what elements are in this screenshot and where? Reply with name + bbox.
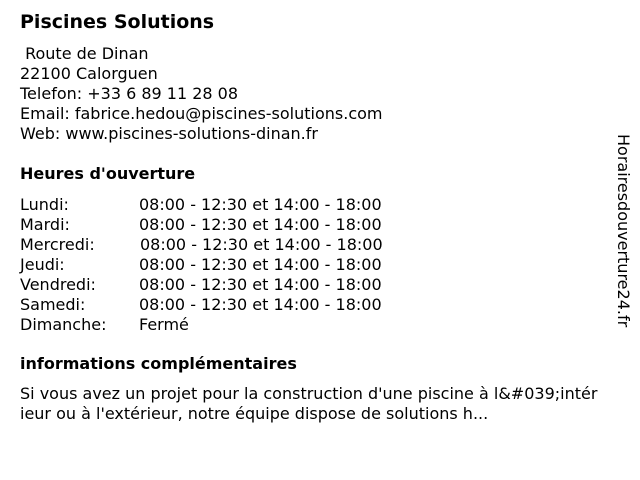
side-brand-text: Horairesdouverture24.fr <box>614 134 633 328</box>
time-value: 08:00 - 12:30 et 14:00 - 18:00 <box>139 295 382 314</box>
phone-line: Telefon: +33 6 89 11 28 08 <box>20 84 239 103</box>
day-label: Samedi: <box>20 295 86 314</box>
time-value: 08:00 - 12:30 et 14:00 - 18:00 <box>140 235 383 254</box>
hours-heading: Heures d'ouverture <box>20 164 196 183</box>
address-block <box>20 44 383 144</box>
day-label: Mercredi: <box>20 235 95 254</box>
day-label: Dimanche: <box>20 315 107 334</box>
time-value: Fermé <box>139 315 189 334</box>
email-line: Email: fabrice.hedou@piscines-solutions.com <box>20 104 383 123</box>
web-line: Web: www.piscines-solutions-dinan.fr <box>20 124 318 143</box>
street-line: Route de Dinan <box>20 44 149 63</box>
city-line: 22100 Calorguen <box>20 64 158 83</box>
info-description: Si vous avez un projet pour la construction d'une piscine à l&#039;intérieur ou à l'extérieur, notre équipe dispose de solutions h... <box>20 384 598 423</box>
day-label: Lundi: <box>20 195 69 214</box>
time-value: 08:00 - 12:30 et 14:00 - 18:00 <box>139 215 382 234</box>
time-value: 08:00 - 12:30 et 14:00 - 18:00 <box>139 255 382 274</box>
day-label: Vendredi: <box>20 275 96 294</box>
time-value: 08:00 - 12:30 et 14:00 - 18:00 <box>139 195 382 214</box>
day-label: Jeudi: <box>20 255 65 274</box>
day-label: Mardi: <box>20 215 70 234</box>
business-name: Piscines Solutions <box>20 11 215 33</box>
time-value: 08:00 - 12:30 et 14:00 - 18:00 <box>139 275 382 294</box>
info-heading: informations complémentaires <box>20 354 297 373</box>
